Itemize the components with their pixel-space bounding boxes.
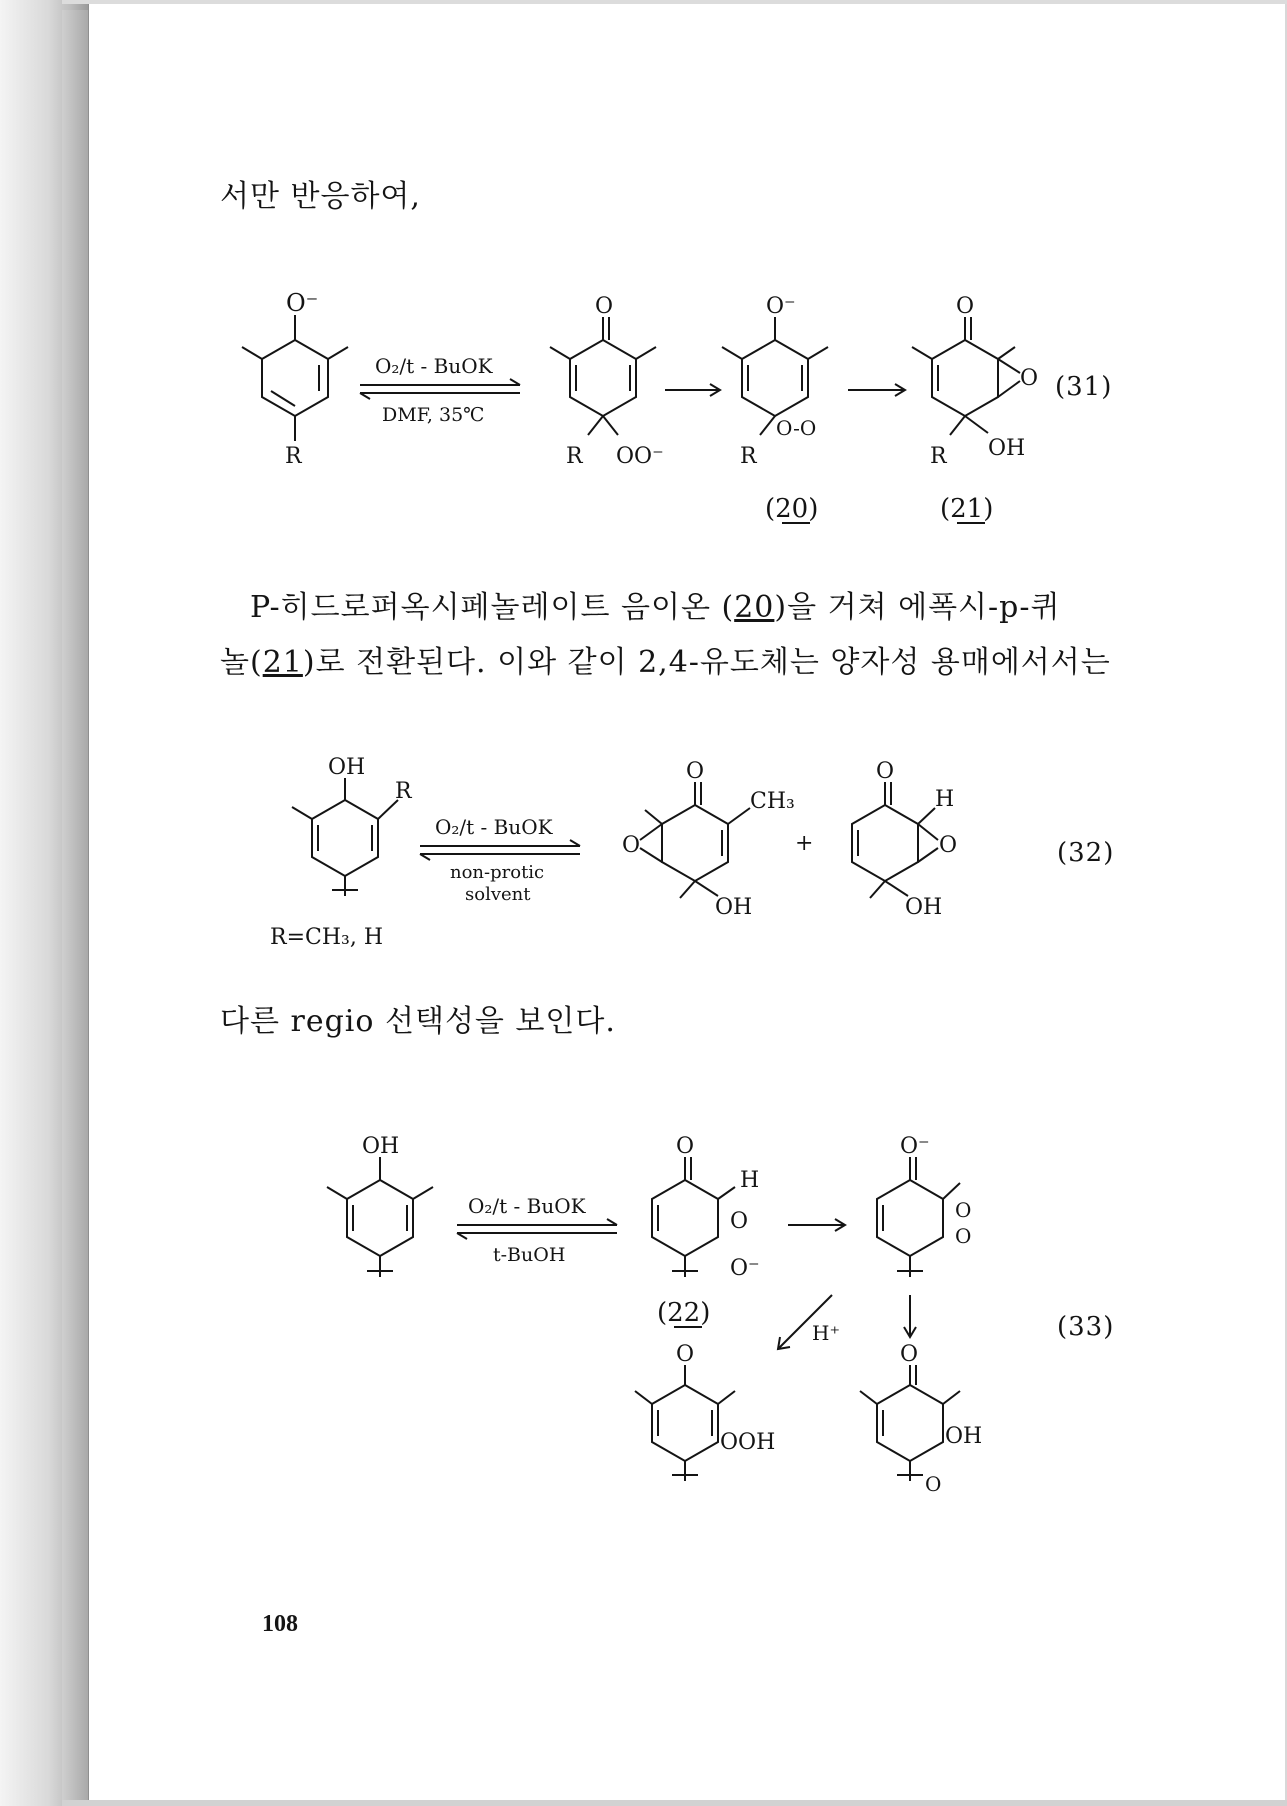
second-product-o: O [876,759,895,784]
epoxide-o: O [1020,366,1039,391]
reagent-top-33: O₂/t - BuOK [468,1194,586,1218]
reagent-bottom-31: DMF, 35℃ [382,404,485,426]
dioxetane-o-2: O [955,1224,972,1248]
forward-arrow-31b [848,384,905,396]
reagent-bottom-33: t-BuOH [493,1244,566,1266]
r-definition-32: R=CH₃, H [270,925,384,950]
intermediate-o-minus: O⁻ [766,294,796,319]
epoxy-hydroxy-product [860,1342,982,1496]
phenol-r-32: R [395,779,412,804]
hydroperoxide-product [635,1342,775,1481]
forward-arrow-33 [788,1219,845,1231]
down-arrow-33 [904,1295,916,1337]
phenol-structure-33 [327,1134,433,1277]
equilibrium-arrow-33 [457,1219,617,1239]
epoxyquinol-r: R [930,444,947,469]
second-product-epoxide-o: O [939,833,958,858]
epoxyquinol-o: O [956,294,975,319]
forward-arrow-31a [665,384,720,396]
epoxyketone-oh: OH [715,895,753,920]
dienone-r: R [566,444,583,469]
hydroperoxide-o: O [676,1342,695,1367]
anion-peroxy-o: O [730,1209,749,1234]
text-line-3: 다른 regio 선택성을 보인다. [220,1004,616,1039]
anion-h: H [740,1168,760,1193]
equation-number-32: (32) [1057,838,1115,868]
dienone-oo-minus: OO⁻ [616,444,664,469]
equilibrium-arrow-31 [360,379,520,399]
epoxyquinol-21 [912,294,1038,469]
para2-line1-post: )을 거쳐 에폭시-p-퀴 [774,590,1061,625]
epoxyketone-ch3: CH₃ [750,789,795,814]
epoxyquinol-oh: OH [988,436,1026,461]
compound-ref-21: 21 [262,645,303,680]
phenol-oh-32: OH [328,755,366,780]
plus-sign-32: + [795,831,814,856]
epoxy-product-epoxide-o: O [925,1472,942,1496]
equation-number-33: (33) [1057,1312,1115,1342]
page-top-edge [62,0,1287,4]
equilibrium-arrow-32 [420,840,580,860]
para2-line1-pre: P-히드로퍼옥시페놀레이트 음이온 ( [250,590,735,625]
reagent-top-32: O₂/t - BuOK [435,815,553,839]
intermediate-peroxy: O-O [776,416,817,440]
epoxyketone-h-structure [852,759,957,920]
label-22: (22) [657,1298,711,1328]
dioxetane-o-minus: O⁻ [900,1134,930,1159]
reaction-scheme-33 [300,1125,1020,1505]
text-line-1: 서만 반응하여, [220,179,421,214]
second-product-oh: OH [905,895,943,920]
peroxy-dienone-structure [550,294,664,469]
phenolate-structure [242,289,348,469]
phenol-oh-33: OH [362,1134,400,1159]
intermediate-r: R [740,444,757,469]
paragraph-2-line-1 [250,588,1061,628]
dioxetane-o-1: O [955,1198,972,1222]
peroxide-anion-22 [652,1134,760,1281]
reagent-bottom-32-a: non-protic [450,862,545,883]
phenolate-r: R [285,444,302,469]
phenol-structure-32 [270,755,413,950]
reaction-scheme-32 [240,750,1040,960]
reagent-top-31: O₂/t - BuOK [375,354,493,378]
acid-h-plus: H⁺ [812,1321,840,1345]
book-spine-shadow [62,10,88,1800]
page-number: 108 [262,1611,298,1637]
reaction-scheme-31 [220,285,1140,545]
dienone-o: O [595,294,614,319]
label-20: (20) [765,494,819,524]
paragraph-2-line-2 [220,643,1111,683]
dioxetane-intermediate-20 [722,294,828,469]
anion-o-minus: O⁻ [730,1256,760,1281]
epoxy-product-oh: OH [945,1424,983,1449]
dioxetane-33 [877,1134,971,1277]
epoxyketone-ch3-structure [622,759,795,920]
label-21: (21) [940,494,994,524]
epoxy-product-o: O [900,1342,919,1367]
reagent-bottom-32-b: solvent [465,884,531,905]
phenolate-o-minus: O⁻ [286,289,319,317]
equation-number-31: (31) [1055,372,1113,402]
second-product-h: H [935,787,955,812]
page-bottom-edge [62,1800,1287,1806]
epoxyketone-o: O [686,759,705,784]
acid-arrow-33 [778,1295,840,1349]
anion-o: O [676,1134,695,1159]
para2-line2-post: )로 전환된다. 이와 같이 2,4-유도체는 양자성 용매에서서는 [302,645,1111,680]
hydroperoxide-ooh: OOH [720,1430,776,1455]
para2-line2-pre: 놀( [220,645,263,680]
epoxyketone-epoxide-o: O [622,833,641,858]
compound-ref-20: 20 [734,590,775,625]
